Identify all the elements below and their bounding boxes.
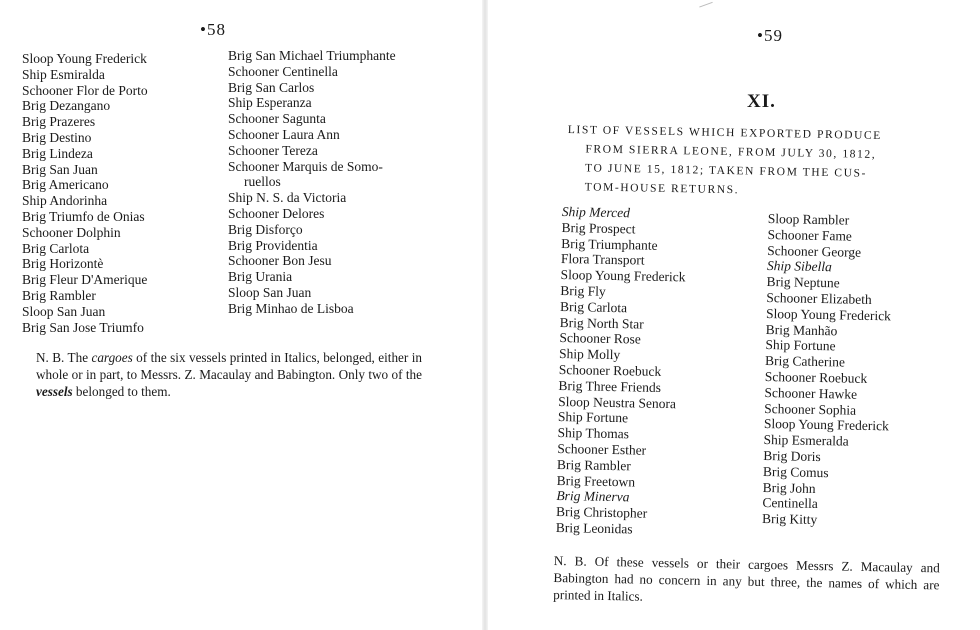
vessel-entry: Sloop Rambler	[767, 211, 850, 228]
chapter-heading	[567, 121, 968, 205]
vessel-entry: Brig Minhao de Lisboa	[228, 300, 354, 316]
vessel-entry: Brig San Carlos	[228, 79, 315, 95]
vessel-entry: Brig San Juan	[22, 161, 98, 177]
vessel-entry: Brig Rambler	[22, 287, 96, 303]
vessel-entry: Sloop San Juan	[22, 303, 106, 319]
vessel-entry: Schooner Esther	[557, 440, 647, 458]
vessel-entry: Brig Carlota	[22, 240, 90, 256]
vessel-entry: Brig Doris	[763, 447, 821, 465]
vessel-entry: Brig Leonidas	[555, 519, 633, 537]
vessel-entry: Ship N. S. da Victoria	[228, 190, 347, 206]
vessel-entry: Schooner Dolphin	[22, 224, 121, 240]
vessel-entry: Schooner Roebuck	[558, 361, 662, 379]
vessel-entry: Brig San Michael Triumphante	[228, 48, 396, 63]
vessel-entry: Brig Horizontè	[22, 256, 104, 272]
vessel-entry: Sloop Neustra Senora	[558, 393, 677, 411]
page-number-left: •58	[200, 20, 226, 39]
vessel-entry: Schooner Sagunta	[228, 111, 326, 127]
vessel-entry: Brig Neptune	[766, 274, 840, 291]
vessel-entry: Brig Minerva	[556, 488, 630, 505]
vessel-entry: Schooner Sophia	[764, 400, 857, 418]
vessel-entry: ruellos	[244, 174, 281, 190]
vessel-entry: Schooner Tereza	[228, 142, 318, 158]
vessel-entry: Sloop Young Frederick	[765, 305, 892, 324]
vessel-entry: Schooner George	[767, 242, 862, 260]
vessel-entry: Schooner Bon Jesu	[228, 253, 332, 269]
vessel-entry: Sloop Young Frederick	[560, 267, 686, 285]
vessel-entry: Schooner Flor de Porto	[22, 82, 148, 98]
vessel-entry: Brig North Star	[559, 314, 644, 332]
vessel-entry: Brig Manhão	[765, 321, 838, 338]
vessel-entry: Brig Americano	[22, 177, 109, 193]
vessel-entry: Ship Esmeralda	[763, 432, 849, 449]
vessel-entry: Brig Fly	[560, 282, 606, 299]
vessel-entry: Schooner Laura Ann	[228, 126, 340, 142]
vessel-entry: Brig Dezangano	[22, 98, 111, 114]
vessel-entry: Centinella	[762, 495, 819, 512]
vessel-entry: Ship Esperanza	[228, 95, 312, 111]
vessel-entry: Brig John	[762, 479, 816, 496]
vessel-entry: Brig Catherine	[764, 353, 846, 370]
note-text: N. B. The	[36, 350, 92, 365]
vessel-entry: Schooner Elizabeth	[766, 289, 872, 307]
vessel-entry: Ship Esmiralda	[22, 66, 105, 82]
vessel-entry: Brig Kitty	[761, 511, 818, 528]
vessel-entry: Sloop Young Frederick	[22, 51, 147, 66]
vessel-entry: Schooner Centinella	[228, 63, 338, 79]
right-page	[490, 0, 980, 630]
vessel-entry: Brig Disforço	[228, 221, 303, 237]
vessel-list-right-col-2	[762, 211, 893, 529]
vessel-entry: Ship Fortune	[557, 409, 629, 426]
vessel-list-left-col-2	[228, 48, 396, 317]
vessel-entry: Brig San Jose Triumfo	[22, 319, 144, 335]
vessel-entry: Brig Triumfo de Onias	[22, 208, 145, 224]
vessel-entry: Brig Urania	[228, 269, 293, 285]
book-gutter	[482, 0, 488, 630]
note-italic: vessels	[36, 384, 73, 399]
heading-line: FROM SIERRA LEONE, FROM JULY 30, 1812,	[585, 143, 877, 161]
vessel-entry: Brig Providentia	[228, 237, 318, 253]
vessel-entry: Schooner Hawke	[764, 384, 858, 402]
heading-line: TOM-HOUSE RETURNS.	[584, 181, 740, 197]
note-italic: cargoes	[91, 350, 133, 365]
vessel-entry: Schooner Roebuck	[764, 368, 868, 386]
page-number-right: •59	[757, 26, 783, 45]
footnote-left	[36, 349, 422, 400]
vessel-entry: Schooner Fame	[767, 226, 853, 244]
vessel-entry: Brig Freetown	[556, 472, 636, 489]
heading-line: LIST OF VESSELS WHICH EXPORTED PRODUCE	[567, 123, 882, 143]
vessel-entry: Ship Molly	[558, 346, 621, 363]
vessel-entry: Brig Three Friends	[558, 377, 662, 395]
paper-mark	[699, 2, 715, 13]
vessel-entry: Brig Prospect	[561, 219, 636, 237]
left-page	[0, 0, 480, 630]
vessel-entry: Schooner Marquis de Somo-	[228, 158, 383, 174]
vessel-entry: Schooner Rose	[559, 330, 641, 347]
heading-line: TO JUNE 15, 1812; TAKEN FROM THE CUS-	[584, 162, 868, 180]
vessel-entry: Sloop Young Frederick	[763, 416, 889, 434]
vessel-entry: Brig Prazeres	[22, 114, 96, 130]
vessel-entry: Brig Fleur D'Amerique	[22, 272, 148, 288]
vessel-entry: Ship Thomas	[557, 425, 630, 442]
vessel-entry: Sloop San Juan	[228, 284, 312, 300]
vessel-entry: Ship Sibella	[766, 258, 832, 275]
footnote-right: N. B. Of these vessels or their cargoes Messrs Z. Macaulay and Babington had no concern in any but three, the names of which are printed in Italics.	[553, 552, 940, 604]
vessel-entry: Brig Christopher	[555, 504, 648, 521]
vessel-entry: Brig Lindeza	[22, 145, 93, 161]
vessel-entry: Brig Destino	[22, 129, 92, 145]
vessel-entry: Ship Fortune	[765, 337, 836, 354]
chapter-number: XI.	[747, 91, 776, 112]
vessel-list-right-col-1	[556, 204, 687, 538]
vessel-entry: Brig Comus	[762, 463, 829, 480]
vessel-entry: Ship Andorinha	[22, 193, 108, 209]
vessel-entry: Brig Carlota	[559, 298, 628, 316]
vessel-entry: Schooner Delores	[228, 205, 325, 221]
note-text: of the six vessels printed in Italics, belonged, either in whole or in part, to Messrs. Z. Macaulay and Babington. Only two of the	[36, 350, 422, 382]
vessel-entry: Ship Merced	[561, 204, 631, 221]
vessel-entry: Flora Transport	[560, 251, 645, 268]
vessel-entry: Brig Rambler	[556, 456, 632, 474]
vessel-list-left-col-1	[22, 51, 148, 335]
vessel-entry: Brig Triumphante	[561, 235, 658, 253]
note-text: belonged to them.	[72, 384, 171, 399]
